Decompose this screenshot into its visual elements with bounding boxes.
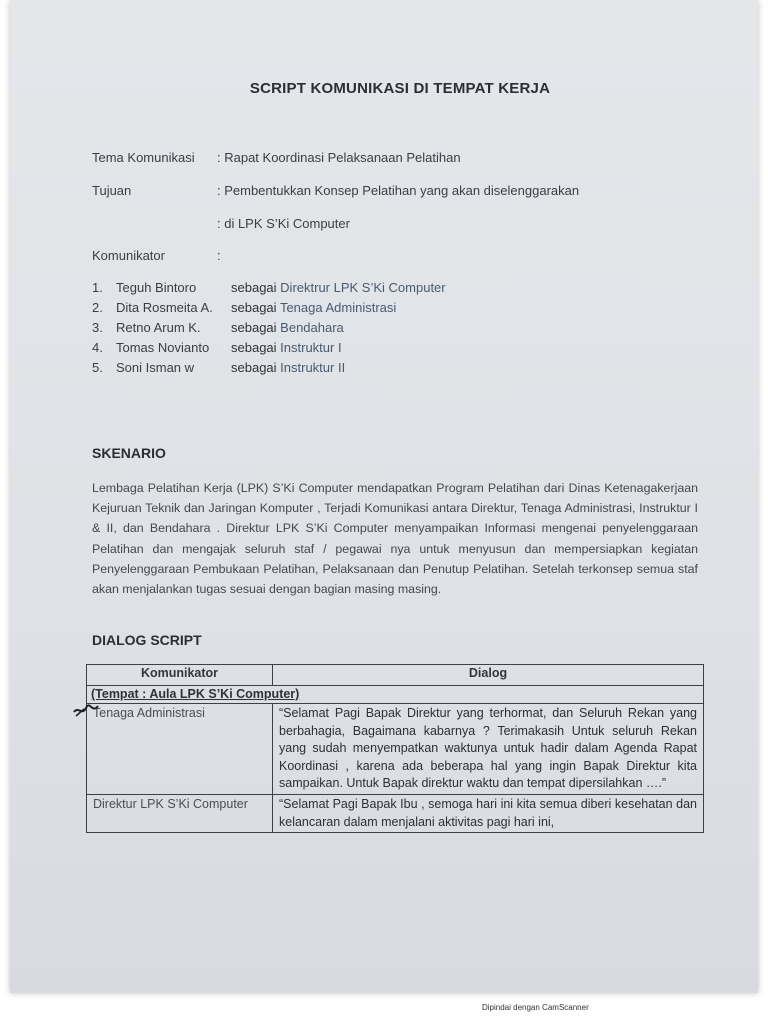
communicator-role-line (231, 280, 446, 295)
communicator-name: Dita Rosmeita A. (116, 300, 213, 315)
list-number: 2. (92, 300, 103, 315)
meta-value: : di LPK S’Ki Computer (217, 216, 350, 231)
scenario-paragraph: Lembaga Pelatihan Kerja (LPK) S’Ki Computer mendapatkan Program Pelatihan dari Dinas Ketenagakerjaan Kejuruan Teknik dan Jaringan Komputer , Terjadi Komunikasi antara Direktur, Tenaga Administrasi, Instruktur I & II, dan Bendahara . Direktur LPK S’Ki Computer menyampaikan Informasi mengenai penyelenggaraan Pelatihan dan mengajak seluruh staf / pegawai nya untuk menyusun dan mempersiapkan kegiatan Penyelenggaraan Pembukaan Pelatihan, Pelaksanaan dan Penutup Pelatihan. Setelah terkonsep semua staf akan menjalankan tugas sesuai dengan bagian masing masing. (92, 481, 698, 597)
dialog-cell: “Selamat Pagi Bapak Ibu , semoga hari ini kita semua diberi kesehatan dan kelancaran dalam menjalani aktivitas pagi hari ini, (273, 794, 704, 832)
meta-value: : Pembentukkan Konsep Pelatihan yang akan diselenggarakan (217, 183, 580, 198)
list-number: 1. (92, 280, 103, 295)
communicator-name: Soni Isman w (116, 360, 195, 375)
document-title: SCRIPT KOMUNIKASI DI TEMPAT KERJA (249, 80, 551, 97)
communicator-role-line (231, 300, 396, 315)
communicator-role-line (231, 340, 342, 355)
list-number: 3. (92, 320, 103, 335)
communicator-role-line (231, 360, 345, 375)
table-row (87, 794, 704, 832)
communicator-role: Instruktur I (280, 340, 342, 355)
sebagai-word: sebagai (231, 360, 277, 375)
communicator-role-line (231, 320, 344, 335)
dialog-heading: DIALOG SCRIPT (92, 632, 202, 648)
dialog-table (86, 664, 704, 833)
place-row (87, 686, 704, 704)
communicator-name: Teguh Bintoro (116, 280, 197, 295)
communicator-role: Bendahara (280, 320, 344, 335)
speaker-cell: Tenaga Administrasi (87, 704, 273, 795)
sebagai-word: sebagai (231, 340, 277, 355)
pen-mark-icon (72, 700, 102, 720)
list-number: 4. (92, 340, 103, 355)
sebagai-word: sebagai (231, 300, 277, 315)
communicator-role: Instruktur II (280, 360, 346, 375)
place-cell (87, 686, 704, 704)
column-header-komunikator: Komunikator (87, 665, 273, 686)
place-text: (Tempat : Aula LPK S’Ki Computer) (91, 687, 300, 701)
communicator-role: Direktrur LPK S’Ki Computer (280, 280, 446, 295)
sebagai-word: sebagai (231, 280, 277, 295)
table-header-row (87, 665, 704, 686)
communicator-name: Retno Arum K. (116, 320, 201, 335)
scanned-page (10, 0, 758, 993)
meta-label: Tujuan (92, 183, 132, 198)
speaker-cell: Direktur LPK S’Ki Computer (87, 794, 273, 832)
list-number: 5. (92, 360, 103, 375)
table-row (87, 704, 704, 795)
meta-value: : (217, 248, 221, 263)
scenario-heading: SKENARIO (92, 445, 166, 461)
scanner-watermark: Dipindai dengan CamScanner (482, 1003, 589, 1012)
sebagai-word: sebagai (231, 320, 277, 335)
communicator-role: Tenaga Administrasi (279, 300, 397, 315)
column-header-dialog: Dialog (273, 665, 704, 686)
meta-value: : Rapat Koordinasi Pelaksanaan Pelatihan (217, 150, 461, 165)
meta-label: Komunikator (92, 248, 165, 263)
communicator-name: Tomas Novianto (116, 340, 210, 355)
dialog-cell: “Selamat Pagi Bapak Direktur yang terhormat, dan Seluruh Rekan yang berbahagia, Bagaimana kabarnya ? Terimakasih Untuk seluruh Rekan yang sudah menyempatkan waktunya untuk hadir dalam Agenda Rapat Koordinasi , karena ada beberapa hal yang ingin Bapak Direktur kita sampaikan. Untuk Bapak direktur waktu dan tempat dipersilahkan ….” (273, 704, 704, 795)
meta-label: Tema Komunikasi (92, 150, 195, 165)
